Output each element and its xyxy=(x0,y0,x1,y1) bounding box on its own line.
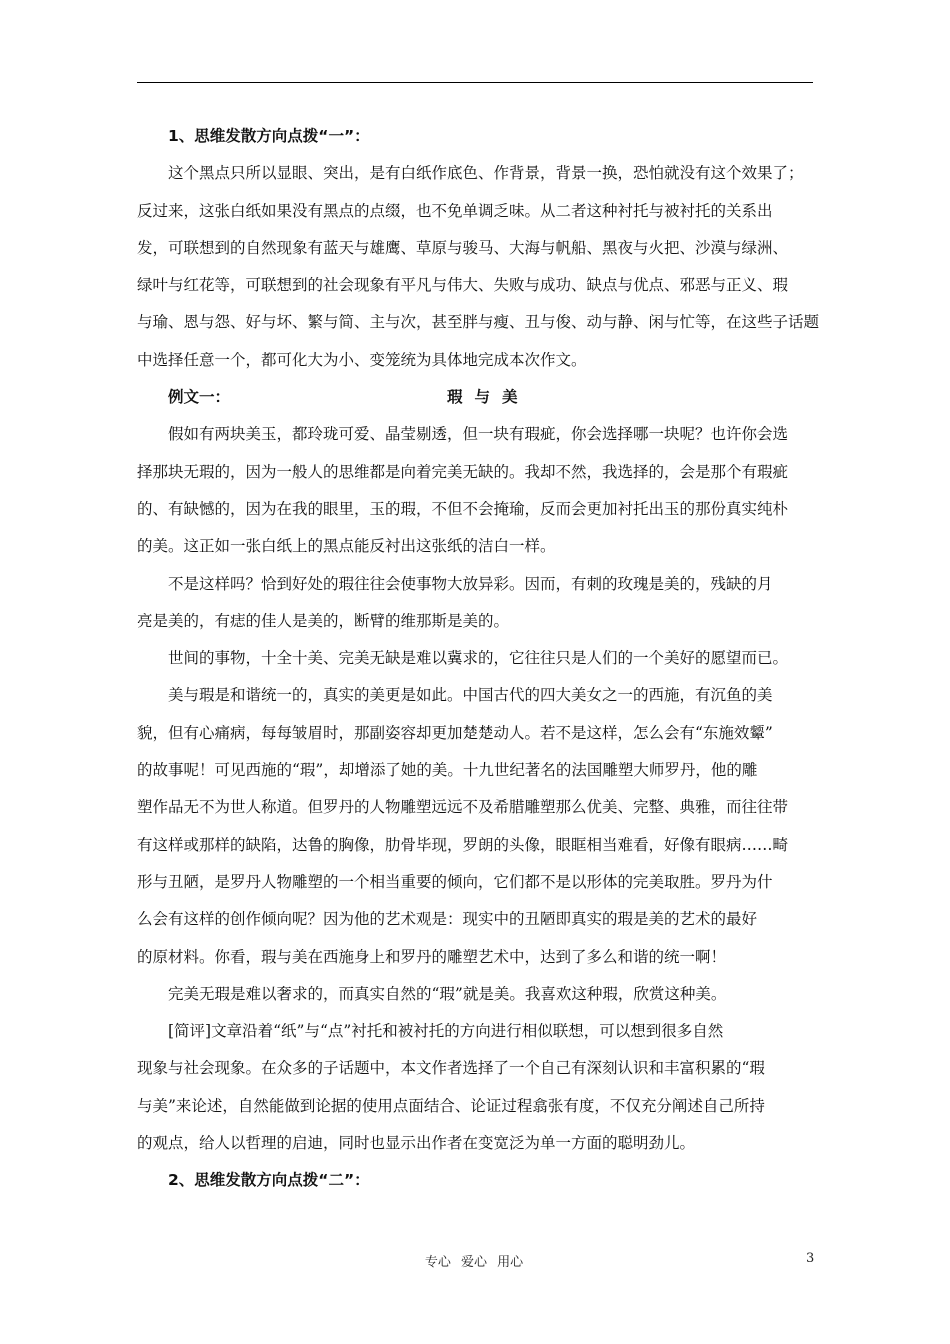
paragraph-1 xyxy=(137,155,820,379)
text-line: 与美”来论述，自然能做到论据的使用点面结合、论证过程翕张有度，不仅充分阐述自己所持 xyxy=(137,1096,765,1115)
text-line: 么会有这样的创作倾向呢？因为他的艺术观是：现实中的丑陋即真实的瑕是美的艺术的最好 xyxy=(137,910,758,929)
example-label: 例文一： xyxy=(168,388,231,407)
text-line: 这个黑点只所以显眼、突出，是有白纸作底色、作背景，背景一换，恐怕就没有这个效果了； xyxy=(168,164,804,183)
text-line: 塑作品无不为世人称道。但罗丹的人物雕塑远远不及希腊雕塑那么优美、完整、典雅，而往往带 xyxy=(137,798,789,817)
text-line: 美与瑕是和谐统一的，真实的美更是如此。中国古代的四大美女之一的西施，有沉鱼的美 xyxy=(168,686,773,705)
page-number: 3 xyxy=(806,1251,815,1266)
text-line: 的观点，给人以哲理的启迪，同时也显示出作者在变宽泛为单一方面的聪明劲儿。 xyxy=(137,1134,696,1153)
paragraph-2 xyxy=(137,416,815,565)
paragraph-5 xyxy=(137,677,815,975)
text-line: 不是这样吗？恰到好处的瑕往往会使事物大放异彩。因而，有刺的玫瑰是美的，残缺的月 xyxy=(168,574,773,593)
text-line: 绿叶与红花等，可联想到的社会现象有平凡与伟大、失败与成功、缺点与优点、邪恶与正义、瑕 xyxy=(137,276,789,295)
paragraph-6 xyxy=(137,976,815,1013)
text-line: 貌，但有心痛病，每每皱眉时，那副姿容却更加楚楚动人。若不是这样，怎么会有“东施效颦” xyxy=(137,723,773,742)
text-line: 的美。这正如一张白纸上的黑点能反衬出这张纸的洁白一样。 xyxy=(137,537,556,556)
example-header xyxy=(137,379,815,416)
paragraph-3 xyxy=(137,566,815,641)
example-title: 瑕与美 xyxy=(447,388,530,407)
text-line: 的、有缺憾的，因为在我的眼里，玉的瑕，不但不会掩瑜，反而会更加衬托出玉的那份真实纯朴 xyxy=(137,499,789,518)
text-line: 发，可联想到的自然现象有蓝天与雄鹰、草原与骏马、大海与帆船、黑夜与火把、沙漠与绿洲、 xyxy=(137,238,789,257)
text-line: 形与丑陋，是罗丹人物雕塑的一个相当重要的倾向，它们都不是以形体的完美取胜。罗丹为什 xyxy=(137,872,773,891)
text-line: 世间的事物，十全十美、完美无缺是难以冀求的，它往往只是人们的一个美好的愿望而已。 xyxy=(168,649,789,668)
paragraph-4 xyxy=(137,640,815,677)
text-line: 与瑜、恩与怨、好与坏、繁与简、主与次，甚至胖与瘦、丑与俊、动与静、闲与忙等，在这些子话题 xyxy=(137,313,820,332)
text-line: [简评]文章沿着“纸”与“点”衬托和被衬托的方向进行相似联想，可以想到很多自然 xyxy=(168,1022,724,1041)
header-rule xyxy=(137,82,813,83)
footer-motto: 专心 爱心 用心 xyxy=(424,1255,524,1270)
text-line: 反过来，这张白纸如果没有黑点的点缀，也不免单调乏味。从二者这种衬托与被衬托的关系出 xyxy=(137,201,773,220)
text-line: 中选择任意一个，都可化大为小、变笼统为具体地完成本次作文。 xyxy=(137,350,587,369)
text-line: 完美无瑕是难以奢求的，而真实自然的“瑕”就是美。我喜欢这种瑕，欣赏这种美。 xyxy=(168,984,727,1003)
text-line: 假如有两块美玉，都玲珑可爱、晶莹剔透，但一块有瑕疵，你会选择哪一块呢？也许你会选 xyxy=(168,425,789,444)
section2-heading: 2、思维发散方向点拨“二”： xyxy=(168,1171,370,1190)
paragraph-7-commentary xyxy=(137,1013,815,1162)
text-line: 亮是美的，有痣的佳人是美的，断臂的维那斯是美的。 xyxy=(137,611,510,630)
text-line: 有这样或那样的缺陷，达鲁的胸像，肋骨毕现，罗朗的头像，眼眶相当难看，好像有眼病……畸 xyxy=(137,835,789,854)
text-line: 的原材料。你看，瑕与美在西施身上和罗丹的雕塑艺术中，达到了多么和谐的统一啊！ xyxy=(137,947,727,966)
text-line: 现象与社会现象。在众多的子话题中，本文作者选择了一个自己有深刻认识和丰富积累的“瑕 xyxy=(137,1059,765,1078)
text-line: 择那块无瑕的，因为一般人的思维都是向着完美无缺的。我却不然，我选择的，会是那个有瑕疵 xyxy=(137,462,789,481)
text-line: 的故事呢！可见西施的“瑕”，却增添了她的美。十九世纪著名的法国雕塑大师罗丹，他的雕 xyxy=(137,761,758,780)
section1-heading: 1、思维发散方向点拨“一”： xyxy=(168,127,370,145)
page-body xyxy=(137,118,820,1200)
